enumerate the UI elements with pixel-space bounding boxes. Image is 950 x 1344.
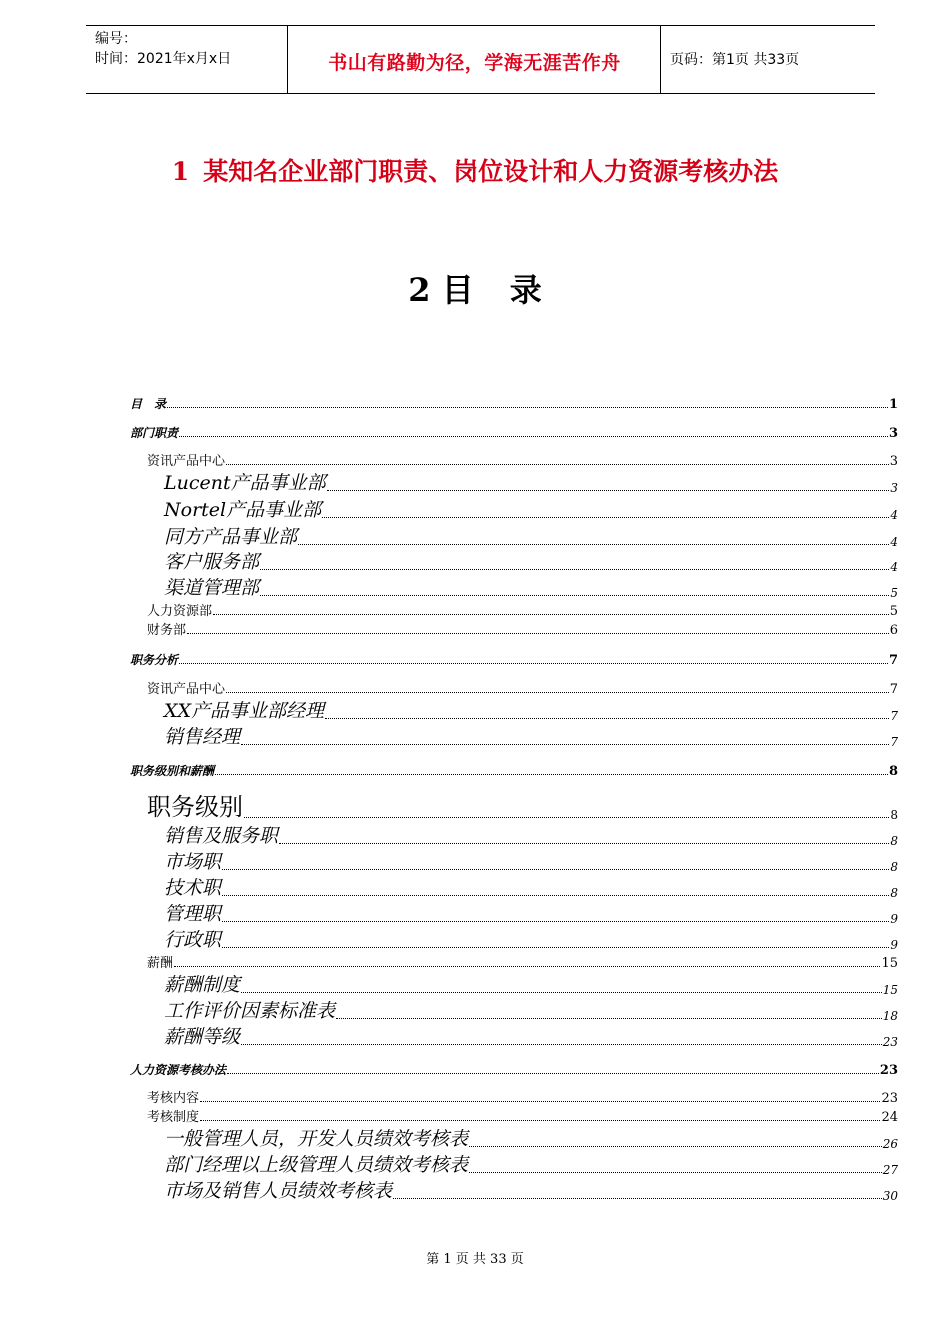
toc-entry-title: 薪酬 [147, 956, 174, 971]
toc-heading-char-b: 录 [509, 271, 542, 309]
toc-entry-page: 8 [890, 886, 898, 900]
toc-entry-title: 渠道管理部 [164, 577, 260, 599]
toc-entry-page: 5 [890, 586, 898, 600]
header-divider [660, 26, 661, 93]
toc-entry[interactable] [130, 1000, 898, 1023]
toc-entry[interactable] [130, 424, 898, 441]
toc-entry[interactable] [130, 794, 898, 822]
toc-entry-title: 技术职 [164, 877, 222, 899]
toc-entry-title: Lucent产品事业部 [164, 472, 326, 494]
toc-entry[interactable] [130, 1061, 898, 1078]
toc-entry[interactable] [130, 1180, 898, 1203]
toc-entry[interactable] [130, 452, 898, 469]
toc-entry[interactable] [130, 499, 898, 522]
toc-dot-leader [179, 436, 888, 437]
toc-dot-leader [222, 895, 889, 896]
toc-entry-page: 23 [881, 1091, 898, 1106]
toc-entry[interactable] [130, 1089, 898, 1106]
toc-entry-title: 部门职责 [130, 426, 179, 440]
toc-entry-page: 1 [888, 397, 898, 412]
toc-dot-leader [200, 1120, 880, 1121]
toc-entry-title: 销售及服务职 [164, 825, 279, 847]
toc-entry-page: 4 [890, 535, 898, 549]
toc-entry[interactable] [130, 680, 898, 697]
toc-entry-title: 考核制度 [147, 1110, 200, 1125]
toc-entry-title: 一般管理人员，开发人员绩效考核表 [164, 1128, 469, 1150]
toc-entry[interactable] [130, 825, 898, 848]
toc-entry-page: 15 [881, 956, 898, 971]
toc-dot-leader [174, 966, 880, 967]
toc-entry[interactable] [130, 762, 898, 779]
toc-entry-title: 人力资源考核办法 [130, 1063, 227, 1077]
toc-entry-title: 职务级别 [147, 793, 243, 821]
toc-entry-title: 职务分析 [130, 653, 179, 667]
toc-entry-title: 部门经理以上级管理人员绩效考核表 [164, 1154, 469, 1176]
toc-entry[interactable] [130, 472, 898, 495]
header-divider [287, 26, 288, 93]
toc-heading-char-a: 目 [441, 271, 474, 309]
toc-dot-leader [469, 1172, 882, 1173]
toc-entry[interactable] [130, 877, 898, 900]
toc-entry-page: 18 [882, 1009, 898, 1023]
toc-entry-title: 行政职 [164, 929, 222, 951]
header-motto: 书山有路勤为径，学海无涯苦作舟 [328, 52, 621, 74]
toc-entry[interactable] [130, 974, 898, 997]
toc-dot-leader [327, 490, 890, 491]
title-number: 1 [171, 157, 190, 186]
toc-dot-leader [179, 663, 888, 664]
toc-entry-title: 工作评价因素标准表 [164, 1000, 336, 1022]
toc-dot-leader [298, 544, 889, 545]
toc-entry-page: 30 [882, 1189, 898, 1203]
toc-entry-title: 资讯产品中心 [147, 454, 226, 469]
toc-entry-page: 4 [890, 560, 898, 574]
toc-entry-page: 23 [882, 1035, 898, 1049]
toc-entry-page: 3 [889, 454, 898, 469]
toc-heading [0, 265, 950, 311]
toc-entry-title: 目 录 [130, 397, 167, 411]
toc-entry-page: 5 [889, 604, 898, 619]
toc-entry-page: 9 [890, 938, 898, 952]
toc-entry-page: 24 [881, 1110, 898, 1125]
toc-entry[interactable] [130, 1154, 898, 1177]
toc-dot-leader [325, 718, 889, 719]
toc-entry-title: 同方产品事业部 [164, 526, 298, 548]
toc-dot-leader [241, 1044, 882, 1045]
toc-dot-leader [222, 921, 889, 922]
toc-entry-page: 15 [882, 983, 898, 997]
toc-entry-page: 9 [890, 912, 898, 926]
toc-entry-page: 23 [879, 1063, 898, 1078]
toc-dot-leader [213, 614, 889, 615]
toc-entry-title: 人力资源部 [147, 604, 213, 619]
page-header [86, 25, 875, 94]
toc-entry[interactable] [130, 577, 898, 600]
toc-entry-page: 7 [890, 709, 898, 723]
toc-entry-title: 客户服务部 [164, 551, 260, 573]
toc-dot-leader [226, 464, 889, 465]
toc-entry-title: 资讯产品中心 [147, 682, 226, 697]
toc-entry[interactable] [130, 726, 898, 749]
toc-dot-leader [260, 595, 889, 596]
toc-entry-title: 销售经理 [164, 726, 241, 748]
page-footer: 第 1 页 共 33 页 [426, 1252, 524, 1267]
toc-heading-number: 2 [408, 271, 431, 309]
toc-entry-title: 薪酬制度 [164, 974, 241, 996]
toc-entry-title: 财务部 [147, 623, 187, 638]
toc-dot-leader [187, 633, 889, 634]
number-label: 编号： [95, 31, 137, 47]
toc-dot-leader [244, 817, 889, 818]
toc-entry-title: 管理职 [164, 903, 222, 925]
toc-dot-leader [215, 774, 888, 775]
toc-dot-leader [260, 569, 889, 570]
toc-entry[interactable] [130, 602, 898, 619]
toc-dot-leader [226, 692, 889, 693]
toc-dot-leader [227, 1073, 879, 1074]
toc-entry[interactable] [130, 621, 898, 638]
toc-entry-page: 8 [890, 808, 898, 822]
toc-entry-title: 职务级别和薪酬 [130, 764, 215, 778]
document-title [0, 152, 950, 188]
header-page-info: 页码：第1页 共33页 [670, 52, 800, 68]
toc-entry-page: 26 [882, 1137, 898, 1151]
toc-dot-leader [336, 1018, 882, 1019]
toc-entry-page: 4 [890, 508, 898, 522]
header-meta [95, 29, 231, 69]
toc-entry-title: XX产品事业部经理 [164, 700, 325, 722]
toc-entry[interactable] [130, 700, 898, 723]
toc-dot-leader [241, 744, 889, 745]
toc-entry-title: Nortel产品事业部 [164, 499, 322, 521]
toc-entry-page: 8 [888, 764, 898, 779]
toc-dot-leader [469, 1146, 882, 1147]
toc-entry-page: 8 [890, 834, 898, 848]
toc-entry[interactable] [130, 954, 898, 971]
toc-entry-page: 8 [890, 860, 898, 874]
toc-entry-title: 薪酬等级 [164, 1026, 241, 1048]
time-label: 时间：2021年x月x日 [95, 51, 232, 67]
toc-entry-page: 7 [890, 735, 898, 749]
toc-dot-leader [393, 1198, 882, 1199]
toc-entry[interactable] [130, 1108, 898, 1125]
toc-entry-title: 市场及销售人员绩效考核表 [164, 1180, 393, 1202]
toc-entry[interactable] [130, 1026, 898, 1049]
toc-entry-page: 27 [882, 1163, 898, 1177]
toc-entry-title: 市场职 [164, 851, 222, 873]
toc-entry-title: 考核内容 [147, 1091, 200, 1106]
toc-entry[interactable] [130, 395, 898, 412]
toc-dot-leader [200, 1101, 880, 1102]
toc-entry[interactable] [130, 903, 898, 926]
toc-entry-page: 7 [889, 682, 898, 697]
toc-entry-page: 6 [889, 623, 898, 638]
toc-entry-page: 3 [888, 426, 898, 441]
toc-entry[interactable] [130, 1128, 898, 1151]
title-text: 某知名企业部门职责、岗位设计和人力资源考核办法 [203, 157, 779, 186]
toc-entry[interactable] [130, 851, 898, 874]
toc-entry-page: 3 [890, 481, 898, 495]
toc-entry[interactable] [130, 551, 898, 574]
toc-dot-leader [279, 843, 889, 844]
toc-entry[interactable] [130, 526, 898, 549]
toc-entry[interactable] [130, 929, 898, 952]
toc-entry[interactable] [130, 651, 898, 668]
toc-dot-leader [322, 517, 889, 518]
toc-dot-leader [241, 992, 882, 993]
toc-dot-leader [222, 869, 889, 870]
toc-dot-leader [222, 947, 889, 948]
toc-entry-page: 7 [888, 653, 898, 668]
toc-dot-leader [167, 407, 888, 408]
